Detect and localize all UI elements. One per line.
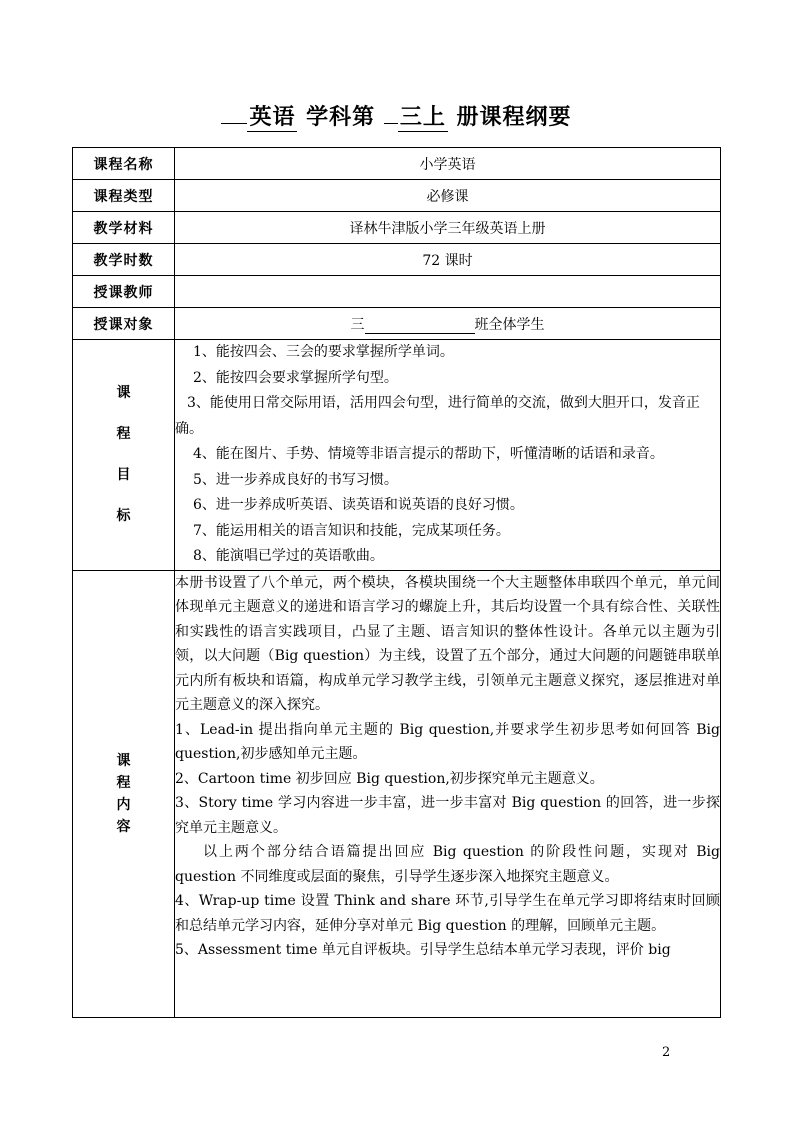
goals-row — [73, 340, 721, 571]
content-paragraph: 2、Cartoon time 初步回应 Big question,初步探究单元主题意义。 — [175, 770, 604, 787]
row-label: 教学时数 — [73, 244, 175, 276]
row-label: 课程类型 — [73, 180, 175, 212]
content-paragraph: 3、Story time 学习内容进一步丰富，进一步丰富对 Big question 的回答，进一步探究单元主题意义。 — [175, 795, 720, 836]
row-value: 72 课时 — [175, 244, 721, 276]
goal-item: 4、能在图片、手势、情境等非语言提示的帮助下，听懂清晰的话语和录音。 — [193, 446, 664, 462]
goal-item: 6、进一步养成听英语、读英语和说英语的良好习惯。 — [193, 497, 524, 513]
table-row — [73, 180, 721, 212]
page-number: 2 — [662, 1045, 671, 1060]
content-label — [73, 570, 175, 1017]
content-paragraph: 4、Wrap-up time 设置 Think and share 环节,引导学生在单元学习即将结束时回顾和总结单元学习内容，延伸分享对单元 Big question 的理解，回顾单元主题。 — [175, 893, 720, 934]
table-row — [73, 276, 721, 308]
goals-list — [175, 340, 721, 571]
class-blank — [365, 319, 475, 334]
row-label: 授课对象 — [73, 308, 175, 340]
table-row-audience — [73, 308, 721, 340]
table-row — [73, 244, 721, 276]
syllabus-table — [72, 147, 721, 1018]
title-volume: 三上 — [398, 100, 448, 132]
content-paragraph: 5、Assessment time 单元自评板块。引导学生总结本单元学习表现，评价 big — [175, 942, 671, 958]
content-label-char: 内 — [116, 796, 131, 813]
audience-suffix: 班全体学生 — [474, 316, 545, 333]
goals-label-char: 标 — [116, 507, 131, 524]
title-subject: 英语 — [247, 100, 297, 132]
content-paragraph: 以上两个部分结合语篇提出回应 Big question 的阶段性问题，实现对 Big question 不同维度或层面的聚焦，引导学生逐步深入地探究主题意义。 — [175, 844, 720, 885]
goal-item: 3、能使用日常交际用语，活用四会句型，进行简单的交流，做到大胆开口，发音正确。 — [175, 395, 700, 437]
content-intro: 本册书设置了八个单元，两个模块，各模块围绕一个大主题整体串联四个单元，单元间体现单元主题意义的递进和语言学习的螺旋上升，其后均设置一个具有综合性、关联性和实践性的语言实践项目，凸显了主题、语言知识的整体性设计。各单元以主题为引领，以大问题（Big question）为主线，设置了五个部分，通过大问题的问题链串联单元内所有板块和语篇，构成单元学习教学主线，引领单元主题意义探究，逐层推进对单元主题意义的深入探究。 — [175, 574, 720, 713]
content-row — [73, 570, 721, 1017]
row-value — [175, 276, 721, 308]
content-text — [175, 570, 721, 1017]
page-title — [0, 100, 793, 132]
content-label-char: 容 — [116, 818, 131, 835]
table-row — [73, 212, 721, 244]
goals-label-char: 课 — [116, 384, 131, 401]
goals-label-char: 目 — [116, 466, 131, 483]
row-value: 译林牛津版小学三年级英语上册 — [175, 212, 721, 244]
goals-label-char: 程 — [116, 425, 131, 442]
row-label: 教学材料 — [73, 212, 175, 244]
goal-item: 7、能运用相关的语言知识和技能，完成某项任务。 — [193, 522, 510, 539]
row-label: 授课教师 — [73, 276, 175, 308]
title-blank — [221, 123, 247, 124]
title-blank — [384, 123, 398, 124]
goal-item: 1、能按四会、三会的要求掌握所学单词。 — [193, 344, 454, 360]
row-value: 必修课 — [175, 180, 721, 212]
goal-item: 8、能演唱已学过的英语歌曲。 — [193, 548, 384, 564]
table-row — [73, 148, 721, 180]
row-value: 小学英语 — [175, 148, 721, 180]
goal-item: 5、进一步养成良好的书写习惯。 — [193, 471, 398, 488]
content-paragraph: 1、Lead-in 提出指向单元主题的 Big question,并要求学生初步思考如何回答 Big question,初步感知单元主题。 — [175, 721, 720, 762]
audience-value — [175, 308, 721, 340]
goal-item: 2、能按四会要求掌握所学句型。 — [193, 369, 398, 386]
audience-prefix: 三 — [350, 316, 365, 333]
title-end: 册课程纲要 — [456, 104, 572, 130]
content-label-char: 程 — [116, 774, 131, 791]
goals-label — [73, 340, 175, 571]
row-label: 课程名称 — [73, 148, 175, 180]
content-label-char: 课 — [116, 752, 131, 769]
title-mid: 学科第 — [306, 104, 376, 130]
